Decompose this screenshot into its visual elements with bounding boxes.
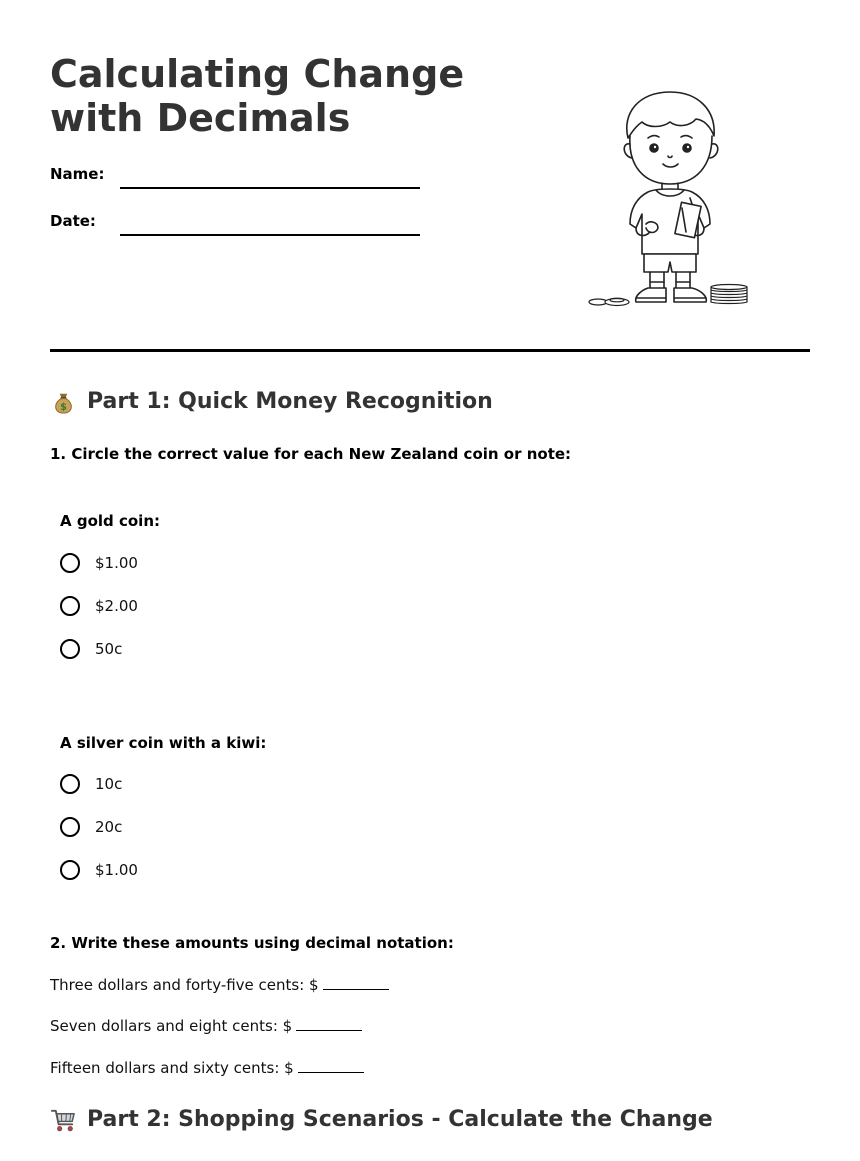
silver-coin-option-3[interactable] — [60, 860, 138, 880]
date-label: Date: — [50, 212, 96, 230]
radio-circle[interactable] — [60, 553, 80, 573]
radio-circle[interactable] — [60, 639, 80, 659]
decimal-item-text: Fifteen dollars and sixty cents: $ — [50, 1059, 294, 1077]
radio-circle[interactable] — [60, 596, 80, 616]
answer-blank[interactable] — [323, 977, 389, 990]
part2-heading — [50, 1106, 713, 1133]
option-label: 50c — [95, 640, 123, 658]
radio-circle[interactable] — [60, 774, 80, 794]
question-2-prompt: 2. Write these amounts using decimal notation: — [50, 934, 454, 952]
option-label: $1.00 — [95, 861, 138, 879]
svg-text:$: $ — [60, 402, 67, 414]
part2-title: Part 2: Shopping Scenarios - Calculate the Change — [87, 1107, 713, 1132]
silver-coin-label: A silver coin with a kiwi: — [60, 734, 267, 752]
gold-coin-option-3[interactable] — [60, 639, 122, 659]
page-title: Calculating Change with Decimals — [50, 52, 465, 140]
money-bag-icon — [50, 388, 77, 415]
boy-with-coins-illustration — [586, 86, 752, 312]
part1-heading — [50, 388, 493, 415]
date-field[interactable] — [120, 234, 420, 236]
name-field[interactable] — [120, 187, 420, 189]
silver-coin-option-1[interactable] — [60, 774, 122, 794]
gold-coin-option-1[interactable] — [60, 553, 138, 573]
option-label: 20c — [95, 818, 123, 836]
answer-blank[interactable] — [298, 1060, 364, 1073]
decimal-item-1 — [50, 976, 389, 994]
part1-title: Part 1: Quick Money Recognition — [87, 389, 493, 414]
radio-circle[interactable] — [60, 817, 80, 837]
silver-coin-option-2[interactable] — [60, 817, 122, 837]
decimal-item-2 — [50, 1017, 362, 1035]
option-label: $2.00 — [95, 597, 138, 615]
option-label: $1.00 — [95, 554, 138, 572]
shopping-cart-icon — [50, 1106, 77, 1133]
answer-blank[interactable] — [296, 1018, 362, 1031]
option-label: 10c — [95, 775, 123, 793]
gold-coin-label: A gold coin: — [60, 512, 160, 530]
radio-circle[interactable] — [60, 860, 80, 880]
decimal-item-3 — [50, 1059, 364, 1077]
gold-coin-option-2[interactable] — [60, 596, 138, 616]
decimal-item-text: Seven dollars and eight cents: $ — [50, 1017, 293, 1035]
question-1-prompt: 1. Circle the correct value for each New Zealand coin or note: — [50, 445, 572, 463]
header-divider — [50, 349, 810, 352]
name-label: Name: — [50, 165, 105, 183]
decimal-item-text: Three dollars and forty-five cents: $ — [50, 976, 319, 994]
